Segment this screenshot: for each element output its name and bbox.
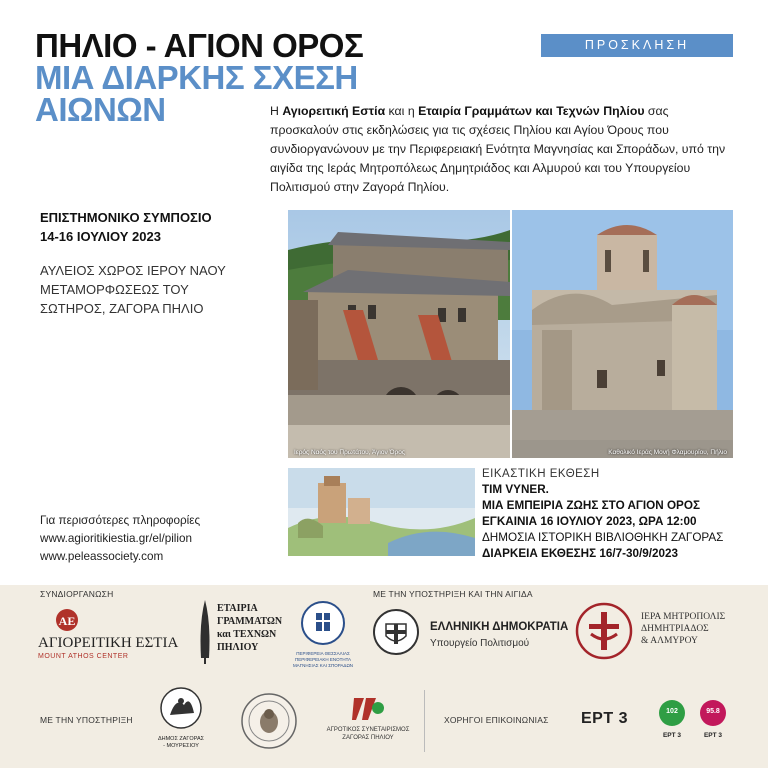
ert3-radio-958-logo [697, 697, 729, 749]
coop-line-2: ΖΑΓΟΡΑΣ ΠΗΛΙΟΥ [342, 735, 394, 741]
support-label: ΜΕ ΤΗΝ ΥΠΟΣΤΗΡΙΞΗ [40, 715, 133, 725]
estia-logo [38, 605, 188, 665]
exhibition-opening: ΕΓΚΑΙΝΙΑ 16 ΙΟΥΛΙΟΥ 2023, ΩΡΑ 12:00 [482, 515, 697, 528]
exhibition-title-2: ΜΙΑ ΕΜΠΕΙΡΙΑ ΖΩΗΣ ΣΤΟ ΑΓΙΟΝ ΟΡΟΣ [482, 499, 700, 512]
intro-mid: και η [385, 104, 419, 118]
photo-protaton [288, 210, 510, 458]
symposium-block [40, 208, 212, 246]
caption-protaton: Ιερός Ναός του Πρωτάτου, Άγιον Όρος [294, 449, 405, 456]
symposium-dates: 14-16 ΙΟΥΛΙΟΥ 2023 [40, 229, 161, 244]
info-link-peleassociety[interactable]: www.peleassociety.com [40, 550, 164, 563]
hellenic-sub: Υπουργείο Πολιτισμού [430, 638, 530, 649]
metropolis-text [641, 611, 725, 647]
library-seal-icon [240, 692, 298, 750]
patronage-label: ΜΕ ΤΗΝ ΥΠΟΣΤΗΡΙΞΗ ΚΑΙ ΤΗΝ ΑΙΓΙΔΑ [373, 589, 533, 599]
dimos-text [152, 736, 210, 750]
venue-line-2: ΜΕΤΑΜΟΡΦΩΣΕΩΣ ΤΟΥ [40, 282, 189, 297]
painting-athos [288, 468, 475, 556]
metro-line-3: & ΑΛΜΥΡΟΥ [641, 636, 698, 646]
radio-958-label: ΕΡΤ 3 [703, 732, 723, 739]
metro-line-2: ΔΗΜΗΤΡΙΑΔΟΣ [641, 624, 709, 634]
venue-line-3: ΣΩΤΗΡΟΣ, ΖΑΓΟΡΑ ΠΗΛΙΟ [40, 301, 204, 316]
title-line-3: ΑΙΩΝΩΝ [35, 91, 166, 128]
region-emblem-icon [292, 600, 354, 646]
intro-paragraph [270, 102, 733, 197]
media-divider [424, 690, 425, 752]
hellenic-name: ΕΛΛΗΝΙΚΗ ΔΗΜΟΚΡΑΤΙΑ [430, 621, 569, 633]
coop-line-1: ΑΓΡΟΤΙΚΟΣ ΣΥΝΕΤΑΙΡΙΣΜΟΣ [326, 727, 410, 733]
co-organization-label: ΣΥΝΔΙΟΡΓΑΝΩΣΗ [40, 589, 114, 599]
dimos-line-2: - ΜΟΥΡΕΣΙΟΥ [163, 743, 199, 749]
radio-102-label: ΕΡΤ 3 [662, 732, 682, 739]
hellenic-republic-logo [372, 608, 572, 658]
region-sub: ΠΕΡΙΦΕΡΕΙΑ ΘΕΣΣΑΛΙΑΣ ΠΕΡΙΦΕΡΕΙΑΚΗ ΕΝΟΤΗΤΑ ΜΑΓΝΗΣΙΑΣ ΚΑΙ ΣΠΟΡΑΔΩΝ [292, 651, 354, 668]
dimos-emblem-icon [152, 685, 210, 731]
venue-block [40, 261, 226, 318]
intro-prefix: Η [270, 104, 283, 118]
intro-org2: Εταιρία Γραμμάτων και Τεχνών Πηλίου [418, 104, 645, 118]
metro-line-1: ΙΕΡΑ ΜΗΤΡΟΠΟΛΙΣ [641, 612, 726, 622]
etairia-line-1: ΕΤΑΙΡΙΑ [217, 603, 258, 614]
library-seal-logo [240, 692, 298, 750]
cypress-tree-icon [195, 598, 215, 666]
intro-rest: σας προσκαλούν στις εκδηλώσεις για τις σχέσεις Πηλίου και Αγίου Όρους που συνδιοργανώνουν με την Περιφερειακή Ενότητα Μαγνησίας και Σποράδων, υπό την αιγίδα της Ιεράς Μητροπόλεως Δημητριάδος και Αλμυρού και του Υπουργείου Πολιτισμού στην Ζαγορά Πηλίου. [270, 104, 726, 194]
dimos-zagoras-logo [152, 685, 210, 753]
flamouriou-image [512, 210, 733, 458]
cooperative-text [318, 726, 418, 742]
radio-958-freq: 95.8 [706, 708, 720, 715]
etairia-line-2: ΓΡΑΜΜΑΤΩΝ [217, 616, 283, 627]
info-block [40, 512, 200, 566]
info-link-agioritikiestia[interactable]: www.agioritikiestia.gr/el/pilion [40, 532, 192, 545]
info-line-1: Για περισσότερες πληροφορίες [40, 514, 201, 527]
intro-org1: Αγιορειτική Εστία [282, 104, 386, 118]
media-label: ΧΟΡΗΓΟΙ ΕΠΙΚΟΙΝΩΝΙΑΣ [444, 715, 549, 725]
invitation-badge: ΠΡΟΣΚΛΗΣΗ [541, 34, 733, 57]
cooperative-logo [318, 694, 418, 754]
etairia-text [217, 602, 282, 654]
protaton-image [288, 210, 510, 458]
svg-text:ΑΕ: ΑΕ [58, 614, 76, 628]
estia-name: ΑΓΙΟΡΕΙΤΙΚΗ ΕΣΤΙΑ [38, 635, 179, 651]
ert3-radio-102-logo [657, 697, 687, 749]
exhibition-block [482, 482, 723, 562]
dimos-line-1: ΔΗΜΟΣ ΖΑΓΟΡΑΣ [157, 736, 205, 742]
etairia-line-3: και ΤΕΧΝΩΝ [217, 629, 277, 640]
painting-image [288, 468, 475, 556]
title-line-1: ΠΗΛΙΟ - ΑΓΙΟΝ ΟΡΟΣ [35, 27, 364, 64]
metropolis-emblem-icon [575, 602, 633, 660]
region-logo [292, 600, 354, 670]
metropolis-logo [575, 602, 745, 662]
caption-flamouriou: Καθολικό Ιεράς Μονή Φλαμουρίου, Πήλιο [608, 449, 727, 456]
etairia-line-4: ΠΗΛΙΟΥ [217, 642, 259, 653]
ert3-text: ΕΡΤ 3 [581, 710, 628, 727]
exhibition-duration: ΔΙΑΡΚΕΙΑ ΕΚΘΕΣΗΣ 16/7-30/9/2023 [482, 547, 678, 560]
venue-line-1: ΑΥΛΕΙΟΣ ΧΩΡΟΣ ΙΕΡΟΥ ΝΑΟΥ [40, 263, 226, 278]
etairia-logo [195, 598, 285, 670]
radio-102-freq: 102 [666, 708, 678, 715]
symposium-title: ΕΠΙΣΤΗΜΟΝΙΚΟ ΣΥΜΠΟΣΙΟ [40, 210, 212, 225]
title-line-2: ΜΙΑ ΔΙΑΡΚΗΣ ΣΧΕΣΗ [35, 59, 358, 96]
estia-sub: MOUNT ATHOS CENTER [38, 653, 129, 660]
exhibition-label: ΕΙΚΑΣΤΙΚΗ ΕΚΘΕΣΗ [482, 468, 600, 480]
ert3-logo [581, 710, 628, 728]
exhibition-title-1: TIM VYNER. [482, 483, 549, 496]
photo-flamouriou [512, 210, 733, 458]
exhibition-place: ΔΗΜΟΣΙΑ ΙΣΤΟΡΙΚΗ ΒΙΒΛΙΟΘΗΚΗ ΖΑΓΟΡΑΣ [482, 531, 724, 544]
cooperative-emblem-icon [350, 694, 386, 724]
greek-emblem-icon [372, 608, 420, 656]
